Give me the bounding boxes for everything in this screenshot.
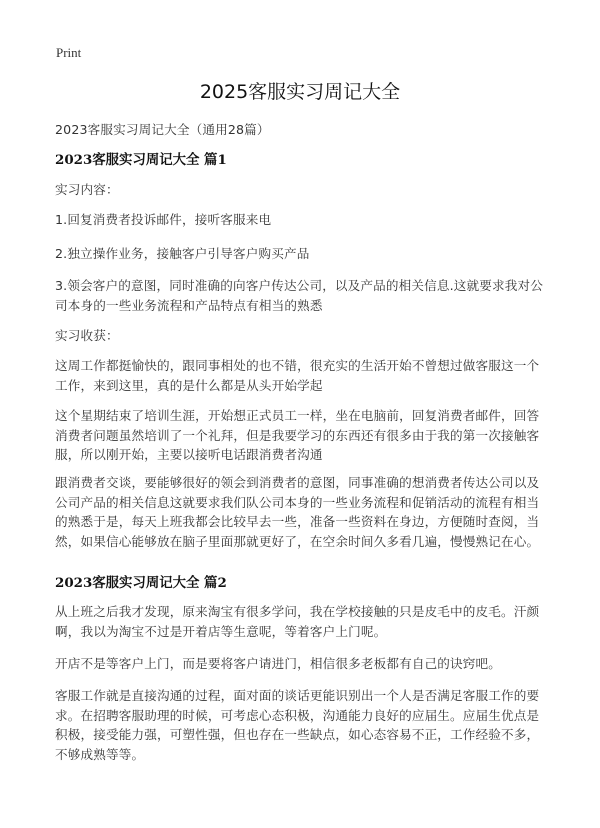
page-title: 2025客服实习周记大全: [199, 81, 401, 103]
paragraph: 跟消费者交谈，要能够很好的领会到消费者的意图，同事准确的想消费者传达公司以及公司产品的相关信息这就要求我们队公司本身的一些业务流程和促销活动的流程有相当的熟悉于是，每天上班我都会比较早去一些，准备一些资料在身边，方便随时查阅，当然，如果信心能够放在脑子里面那就更好了，在空余时间久多看几遍，慢慢熟记在心。: [55, 475, 540, 549]
paragraph: 从上班之后我才发现，原来淘宝有很多学问，我在学校接触的只是皮毛中的皮毛。汗颜啊，我以为淘宝不过是开着店等生意呢，等着客户上门呢。: [55, 604, 540, 639]
paragraph: 实习收获：: [55, 328, 119, 343]
section-heading: 2023客服实习周记大全 篇1: [55, 152, 227, 168]
paragraph: 1.回复消费者投诉邮件，接听客服来电: [55, 212, 272, 227]
paragraph: 这周工作都挺愉快的，跟同事相处的也不错，很充实的生活开始不曾想过做客服这一个工作，来到这里，真的是什么都是从头开始学起: [55, 358, 540, 393]
paragraph: 开店不是等客户上门，而是要将客户请进门，相信很多老板都有自己的诀窍吧。: [55, 656, 502, 671]
paragraph: 这个星期结束了培训生涯，开始想正式员工一样，坐在电脑前，回复消费者邮件，回答消费者问题虽然培训了一个礼拜，但是我要学习的东西还有很多由于我的第一次接触客服，所以刚开始，主要以接听电话跟消费者沟通: [55, 408, 540, 462]
paragraph: 2.独立操作业务，接触客户引导客户购买产品: [55, 246, 310, 261]
section-heading: 2023客服实习周记大全 篇2: [55, 575, 227, 591]
document-subtitle: 2023客服实习周记大全（通用28篇）: [55, 122, 270, 137]
paragraph: 客服工作就是直接沟通的过程，面对面的谈话更能识别出一个人是否满足客服工作的要求。在招聘客服助理的时候，可考虑心态积极，沟通能力良好的应届生。应届生优点是积极，接受能力强，可塑性强，但也存在一些缺点，如心态容易不正，工作经验不多，不够成熟等等。: [55, 688, 540, 762]
paragraph: 实习内容：: [55, 182, 119, 197]
print-link[interactable]: Print: [56, 45, 82, 60]
paragraph: 3.领会客户的意图，同时准确的向客户传达公司，以及产品的相关信息.这就要求我对公司本身的一些业务流程和产品特点有相当的熟悉: [55, 278, 543, 313]
